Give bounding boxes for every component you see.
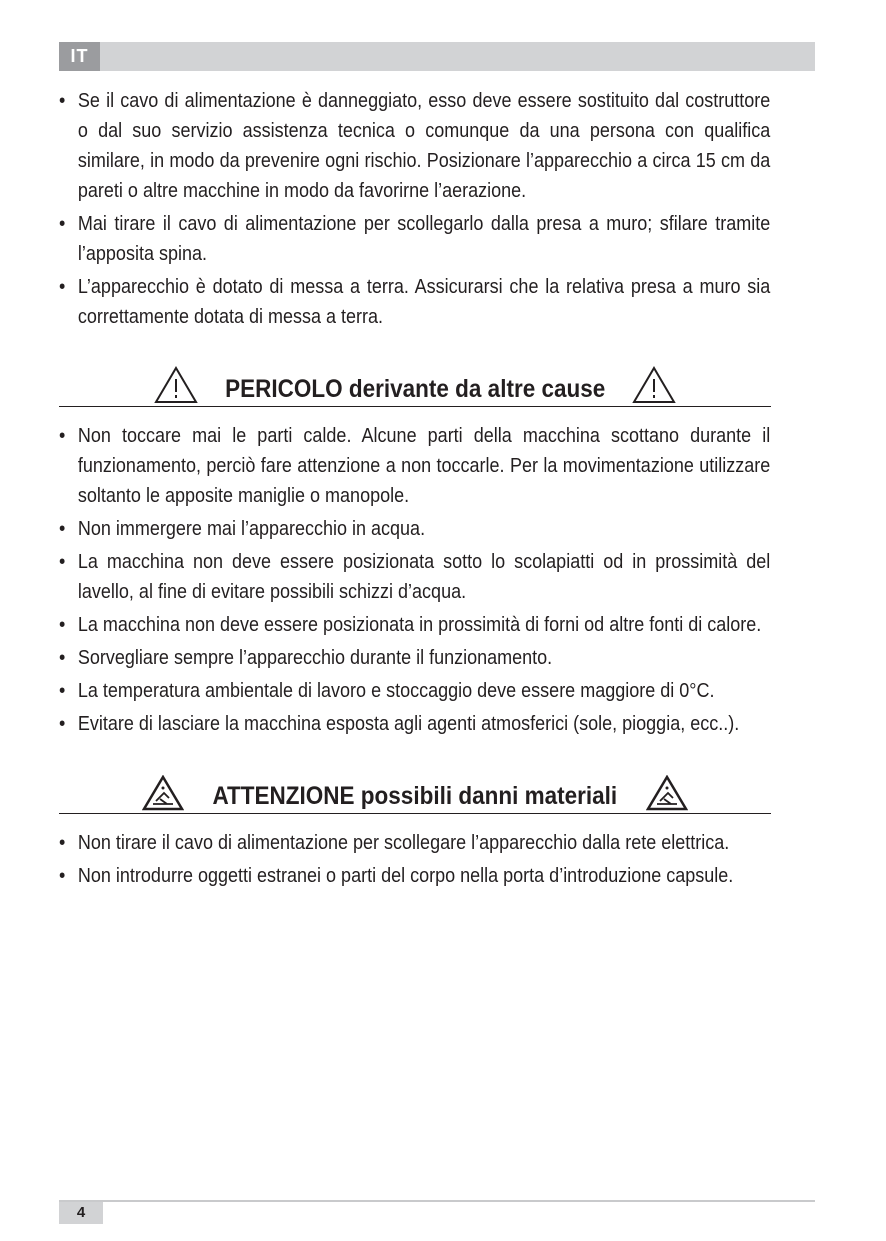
list-item: • La temperatura ambientale di lavoro e stoccaggio deve essere maggiore di 0°C. xyxy=(59,680,715,702)
section-heading-text: PERICOLO derivante da altre cause xyxy=(224,375,606,403)
language-code: IT xyxy=(59,42,100,71)
damage-warning-icon xyxy=(646,775,688,811)
section-heading-caution xyxy=(59,761,771,814)
list-item: • La macchina non deve essere posizionata in prossimità di forni od altre fonti di calore. xyxy=(59,614,762,636)
list-item: • Non introdurre oggetti estranei o parti del corpo nella porta d’introduzione capsule. xyxy=(59,865,734,887)
warning-triangle-icon xyxy=(632,366,676,404)
section-heading-danger xyxy=(59,354,771,407)
list-item: • Non tirare il cavo di alimentazione per scollegare l’apparecchio dalla rete elettrica. xyxy=(59,832,730,854)
warning-triangle-icon xyxy=(154,366,198,404)
list-item: • Evitare di lasciare la macchina esposta agli agenti atmosferici (sole, pioggia, ecc..). xyxy=(59,713,740,735)
list-item: • Non immergere mai l’apparecchio in acqua. xyxy=(59,518,426,540)
section-heading-text: ATTENZIONE possibili danni materiali xyxy=(212,782,618,810)
page-number: 4 xyxy=(59,1202,103,1224)
list-item: • L’apparecchio è dotato di messa a terra. Assicurarsi che la relativa presa a muro sia correttamente dotata di messa a terra. xyxy=(59,276,771,328)
list-item: • Se il cavo di alimentazione è danneggiato, esso deve essere sostituito dal costruttore o dal suo servizio assistenza tecnica o comunque da una persona con qualifica similare, in modo da prevenire ogni rischio. Posizionare l’apparecchio a circa 15 cm da pareti o altre macchine in modo da favorirne l’aerazione. xyxy=(59,90,771,202)
bullet-list-danger xyxy=(59,421,771,739)
list-item: • La macchina non deve essere posizionata sotto lo scolapiatti od in prossimità del lavello, al fine di evitare possibili schizzi d’acqua. xyxy=(59,551,771,603)
bullet-list-general xyxy=(59,86,771,332)
damage-warning-icon xyxy=(142,775,184,811)
footer-divider xyxy=(59,1200,815,1202)
list-item: • Mai tirare il cavo di alimentazione per scollegarlo dalla presa a muro; sfilare tramite l’apposita spina. xyxy=(59,213,771,265)
page-content xyxy=(59,86,771,894)
language-header-bar xyxy=(59,42,815,71)
bullet-list-caution xyxy=(59,828,771,891)
list-item: • Non toccare mai le parti calde. Alcune parti della macchina scottano durante il funzionamento, perciò fare attenzione a non toccarle. Per la movimentazione utilizzare soltanto le apposite maniglie o manopole. xyxy=(59,425,771,507)
list-item: • Sorvegliare sempre l’apparecchio durante il funzionamento. xyxy=(59,647,553,669)
